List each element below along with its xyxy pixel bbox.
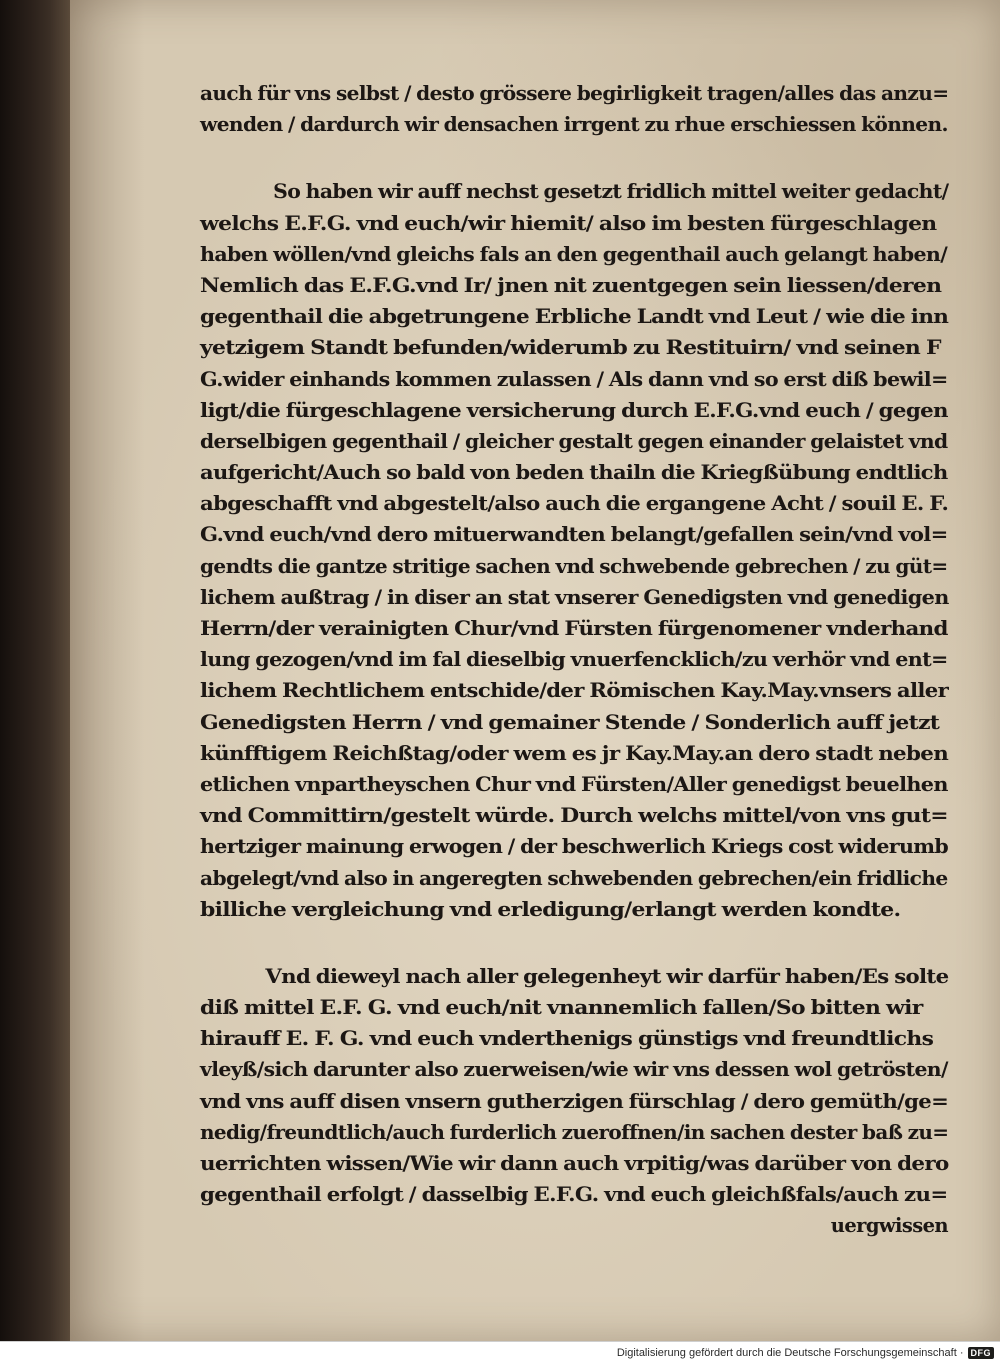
book-binding-edge bbox=[0, 0, 70, 1341]
dfg-logo: DFG bbox=[968, 1347, 995, 1359]
text-line: Genedigsten Herrn / vnd gemainer Stende / Sonderlich auff jetzt bbox=[200, 710, 940, 734]
text-lines-top bbox=[200, 78, 948, 140]
text-line: auch für vns selbst / desto grössere begirligkeit tragen/alles das anzu= bbox=[200, 82, 949, 105]
text-line: vnd Committirn/gestelt würde. Durch welchs mittel/von vns gut= bbox=[200, 804, 948, 828]
paragraph-1 bbox=[200, 176, 948, 925]
text-line: lichem außtrag / in diser an stat vnserer Genedigsten vnd genedigen bbox=[200, 585, 949, 609]
text-line: billiche vergleichung vnd erledigung/erlangt werden kondte. bbox=[200, 897, 901, 921]
footer-credit: Digitalisierung gefördert durch die Deutsche Forschungsgemeinschaft · bbox=[616, 1346, 964, 1359]
text-line: derselbigen gegenthail / gleicher gestalt gegen einander gelaistet vnd bbox=[200, 429, 948, 453]
text-line: etlichen vnpartheyschen Chur vnd Fürsten/Aller genedigst beuelhen bbox=[200, 772, 948, 796]
text-line: aufgericht/Auch so bald von beden thailn die Kriegßübung endtlich bbox=[200, 461, 948, 485]
footer-bar bbox=[0, 1341, 1000, 1363]
text-line: gegenthail die abgetrungene Erbliche Landt vnd Leut / wie die inn bbox=[200, 305, 949, 329]
text-line: hirauff E. F. G. vnd euch vnderthenigs günstigs vnd freundtlichs bbox=[200, 1027, 934, 1051]
text-line: nedig/freundtlich/auch furderlich zueroffnen/in sachen dester baß zu= bbox=[200, 1120, 949, 1144]
text-line: G.vnd euch/vnd dero mituerwandten belangt/gefallen sein/vnd vol= bbox=[200, 523, 948, 547]
text-line: G.wider einhands kommen zulassen / Als dann vnd so erst diß bewil= bbox=[200, 367, 948, 391]
text-line: diß mittel E.F. G. vnd euch/nit vnannemlich fallen/So bitten wir bbox=[200, 996, 923, 1020]
text-line: abgeschafft vnd abgestelt/also auch die ergangene Acht / souil E. F. bbox=[200, 492, 949, 516]
text-line: So haben wir auff nechst gesetzt fridlich mittel weiter gedacht/ bbox=[273, 180, 949, 204]
catchword: uergwissen bbox=[830, 1214, 948, 1238]
text-line: hertziger mainung erwogen / der beschwerlich Kriegs cost widerumb bbox=[200, 835, 949, 859]
text-line: ligt/die fürgeschlagene versicherung durch E.F.G.vnd euch / gegen bbox=[200, 398, 948, 422]
text-line: vnd vns auff disen vnsern gutherzigen fürschlag / dero gemüth/ge= bbox=[200, 1089, 949, 1113]
paragraph-gap bbox=[200, 140, 948, 176]
text-line: vleyß/sich darunter also zuerweisen/wie wir vns dessen wol getrösten/ bbox=[200, 1058, 948, 1082]
paragraph-2 bbox=[200, 961, 948, 1211]
text-line: uerrichten wissen/Wie wir dann auch vrpitig/was darüber von dero bbox=[200, 1152, 949, 1175]
text-line: Nemlich das E.F.G.vnd Ir/ jnen nit zuentgegen sein liessen/deren bbox=[200, 273, 942, 297]
text-line: wenden / dardurch wir densachen irrgent zu rhue erschiessen können. bbox=[200, 113, 948, 137]
text-line: gendts die gantze stritige sachen vnd schwebende gebrechen / zu güt= bbox=[200, 554, 948, 578]
text-line: yetzigem Standt befunden/widerumb zu Restituirn/ vnd seinen F bbox=[200, 336, 941, 360]
text-line: abgelegt/vnd also in angeregten schwebenden gebrechen/ein fridliche bbox=[200, 866, 948, 890]
text-line: Vnd dieweyl nach aller gelegenheyt wir darfür haben/Es solte bbox=[265, 964, 949, 988]
text-line: lichem Rechtlichem entschide/der Römischen Kay.May.vnsers aller bbox=[200, 679, 949, 703]
text-line: künfftigem Reichßtag/oder wem es jr Kay.May.an dero stadt neben bbox=[200, 741, 949, 765]
paragraph-gap bbox=[200, 925, 948, 961]
text-line: gegenthail erfolgt / dasselbig E.F.G. vnd euch gleichßfals/auch zu= bbox=[200, 1183, 948, 1207]
text-line: Herrn/der verainigten Chur/vnd Fürsten fürgenomener vnderhand bbox=[200, 617, 948, 640]
text-line: lung gezogen/vnd im fal dieselbig vnuerfencklich/zu verhör vnd ent= bbox=[200, 648, 948, 672]
page-text bbox=[200, 78, 948, 1242]
text-line: haben wöllen/vnd gleichs fals an den gegenthail auch gelangt haben/ bbox=[200, 242, 948, 266]
text-line: welchs E.F.G. vnd euch/wir hiemit/ also im besten fürgeschlagen bbox=[200, 211, 937, 235]
